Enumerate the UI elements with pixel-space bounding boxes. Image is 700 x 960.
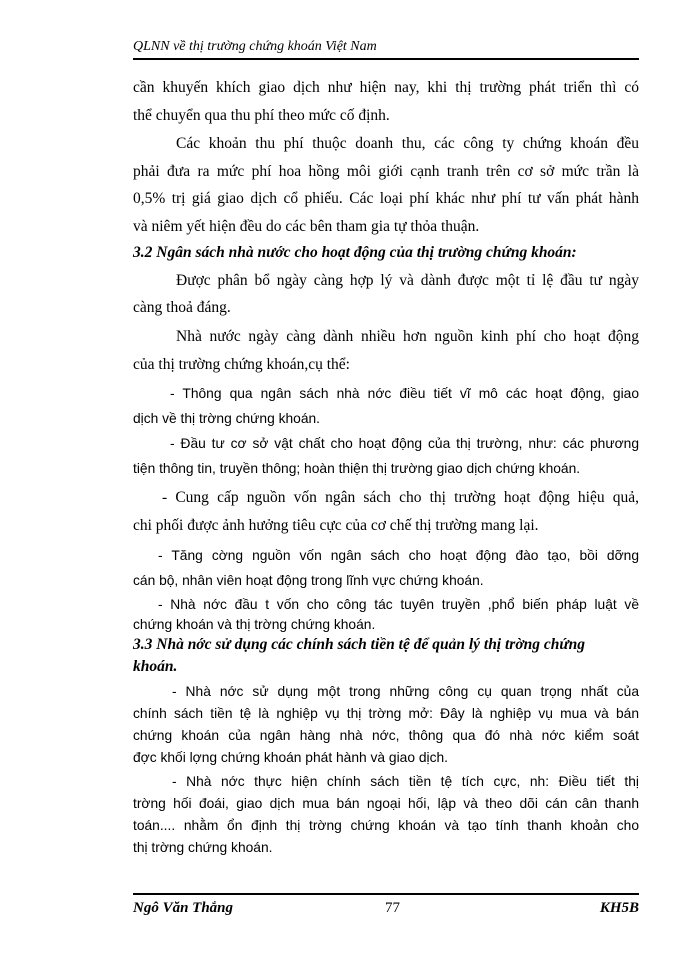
body-line: của thị trường chứng khoán,cụ thể: bbox=[133, 356, 350, 373]
body-line: Nhà nước ngày càng dành nhiều hơn nguồn kinh phí cho hoạt động bbox=[176, 328, 639, 345]
body-line: chứng khoán của ngân hàng nhà nớc, thông qua đó nhà nớc kiểm soát bbox=[133, 728, 639, 743]
body-line: - Đầu tư cơ sở vật chất cho hoạt động của thị trường, như: các phương bbox=[170, 436, 639, 451]
body-line: toán.... nhằm ổn định thị trờng chứng khoán và tạo tính thanh khoản cho bbox=[133, 818, 639, 833]
body-line: dịch về thị trờng chứng khoán. bbox=[133, 411, 321, 426]
body-line: cần khuyến khích giao dịch như hiện nay, khi thị trường phát triển thì có bbox=[133, 79, 639, 96]
footer-class: KH5B bbox=[599, 900, 639, 916]
body-line: chính sách tiền tệ là nghiệp vụ thị trờng mở: Đây là nghiệp vụ mua và bán bbox=[133, 706, 639, 721]
body-line: chi phối được ảnh hưởng tiêu cực của cơ chế thị trường mang lại. bbox=[133, 517, 539, 534]
body-line: - Nhà nớc thực hiện chính sách tiền tệ tích cực, nh: Điều tiết thị bbox=[172, 774, 639, 789]
page-footer bbox=[133, 900, 639, 922]
section-heading-3-3: 3.3 Nhà nớc sử dụng các chính sách tiền tệ để quản lý thị trờng chứng bbox=[133, 636, 586, 653]
header-rule bbox=[133, 58, 639, 60]
section-heading-3-2: 3.2 Ngân sách nhà nước cho hoạt động của thị trường chứng khoán: bbox=[133, 244, 577, 261]
body-line: càng thoả đáng. bbox=[133, 299, 231, 316]
body-line: - Thông qua ngân sách nhà nớc điều tiết vĩ mô các hoạt động, giao bbox=[170, 386, 639, 401]
body-line: - Tăng cờng nguồn vốn ngân sách cho hoạt động đào tạo, bồi dỡng bbox=[158, 548, 639, 563]
body-line: - Cung cấp nguồn vốn ngân sách cho thị trường hoạt động hiệu quả, bbox=[162, 489, 639, 506]
page-header-title: QLNN về thị trường chứng khoán Việt Nam bbox=[133, 39, 377, 54]
body-line: và niêm yết hiện đều do các bên tham gia tự thỏa thuận. bbox=[133, 218, 480, 235]
body-line: thị trờng chứng khoán. bbox=[133, 840, 273, 855]
footer-author: Ngô Văn Thắng bbox=[133, 900, 234, 916]
body-line: trờng hối đoái, giao dịch mua bán ngoại hối, lập và theo dõi cán cân thanh bbox=[133, 796, 639, 811]
body-line: Được phân bổ ngày càng hợp lý và dành được một tỉ lệ đầu tư ngày bbox=[176, 272, 639, 289]
footer-rule bbox=[133, 893, 639, 895]
body-line: - Nhà nớc đầu t vốn cho công tác tuyên truyền ,phổ biến pháp luật về bbox=[158, 597, 639, 612]
section-heading-3-3-cont: khoán. bbox=[133, 658, 178, 675]
body-line: Các khoản thu phí thuộc doanh thu, các công ty chứng khoán đều bbox=[176, 135, 639, 152]
body-line: - Nhà nớc sử dụng một trong những công cụ quan trọng nhất của bbox=[172, 684, 639, 699]
body-line: thể chuyển qua thu phí theo mức cố định. bbox=[133, 107, 390, 124]
page-number: 77 bbox=[385, 900, 400, 916]
body-line: tiện thông tin, truyền thông; hoàn thiện thị trường giao dịch chứng khoán. bbox=[133, 461, 581, 476]
body-line: đợc khối lợng chứng khoán phát hành và giao dịch. bbox=[133, 750, 448, 765]
body-line: 0,5% trị giá giao dịch cổ phiếu. Các loại phí khác như phí tư vấn phát hành bbox=[133, 190, 639, 207]
body-line: chứng khoán và thị trờng chứng khoán. bbox=[133, 617, 376, 632]
body-line: phải đưa ra mức phí hoa hồng môi giới cạnh tranh trên cơ sở mức trần là bbox=[133, 163, 639, 180]
body-line: cán bộ, nhân viên hoạt động trong lĩnh vực chứng khoán. bbox=[133, 573, 484, 588]
